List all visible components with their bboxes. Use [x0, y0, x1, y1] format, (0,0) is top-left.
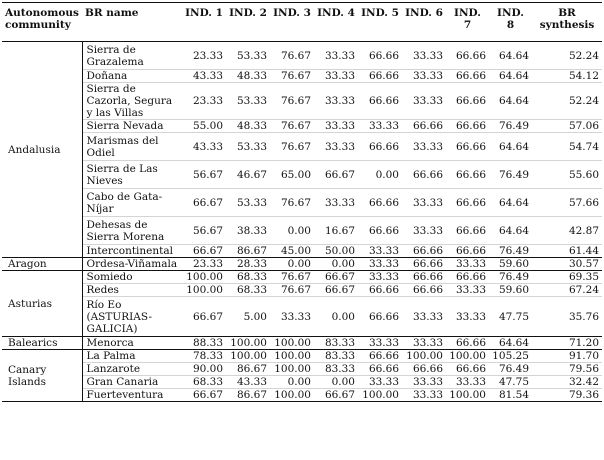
- indicator-cell: 33.33: [402, 42, 446, 70]
- indicator-cell: 76.67: [270, 189, 314, 217]
- synthesis-cell: 55.60: [532, 161, 602, 189]
- indicator-cell: 66.66: [358, 42, 402, 70]
- synthesis-cell: 57.66: [532, 189, 602, 217]
- indicator-cell: 0.00: [314, 376, 358, 389]
- indicator-cell: 66.66: [358, 363, 402, 376]
- synthesis-cell: 79.56: [532, 363, 602, 376]
- indicator-cell: 50.00: [314, 245, 358, 258]
- indicator-cell: 56.67: [182, 217, 226, 245]
- indicator-cell: 33.33: [402, 83, 446, 120]
- community-cell: Aragon: [2, 258, 82, 271]
- indicator-cell: 88.33: [182, 337, 226, 350]
- indicator-cell: 64.64: [489, 42, 532, 70]
- table-row: [2, 350, 602, 363]
- indicator-cell: 83.33: [314, 350, 358, 363]
- indicator-cell: 68.33: [226, 284, 270, 297]
- community-cell: Balearics: [2, 337, 82, 350]
- table-row: [2, 120, 602, 133]
- table-row: [2, 70, 602, 83]
- br-name-cell: Sierra de Las Nieves: [82, 161, 182, 189]
- synthesis-cell: 71.20: [532, 337, 602, 350]
- indicator-cell: 33.33: [314, 83, 358, 120]
- table-row: [2, 161, 602, 189]
- indicator-cell: 76.67: [270, 42, 314, 70]
- table-row: [2, 217, 602, 245]
- synthesis-cell: 32.42: [532, 376, 602, 389]
- indicator-cell: 48.33: [226, 120, 270, 133]
- indicator-cell: 16.67: [314, 217, 358, 245]
- indicator-cell: 66.66: [446, 217, 489, 245]
- br-name-cell: Cabo de Gata-Níjar: [82, 189, 182, 217]
- br-name-cell: La Palma: [82, 350, 182, 363]
- indicator-cell: 43.33: [182, 70, 226, 83]
- indicator-cell: 53.33: [226, 83, 270, 120]
- indicator-cell: 66.66: [402, 271, 446, 284]
- indicator-cell: 45.00: [270, 245, 314, 258]
- indicator-cell: 100.00: [226, 337, 270, 350]
- indicator-cell: 90.00: [182, 363, 226, 376]
- indicator-cell: 64.64: [489, 83, 532, 120]
- indicator-cell: 76.49: [489, 245, 532, 258]
- indicator-cell: 47.75: [489, 376, 532, 389]
- indicator-cell: 53.33: [226, 189, 270, 217]
- table-row: [2, 189, 602, 217]
- indicator-cell: 86.67: [226, 245, 270, 258]
- indicator-cell: 59.60: [489, 284, 532, 297]
- br-name-cell: Sierra Nevada: [82, 120, 182, 133]
- indicator-cell: 0.00: [314, 297, 358, 337]
- indicator-cell: 33.33: [314, 70, 358, 83]
- indicator-cell: 66.66: [358, 189, 402, 217]
- indicator-cell: 76.49: [489, 363, 532, 376]
- indicator-cell: 33.33: [402, 189, 446, 217]
- indicator-cell: 66.66: [446, 133, 489, 161]
- br-name-cell: Fuerteventura: [82, 389, 182, 402]
- header-ind6: IND. 6: [402, 3, 446, 42]
- indicator-cell: 5.00: [226, 297, 270, 337]
- indicator-cell: 66.66: [446, 83, 489, 120]
- indicator-cell: 33.33: [358, 376, 402, 389]
- br-name-cell: Sierra de Grazalema: [82, 42, 182, 70]
- synthesis-cell: 54.74: [532, 133, 602, 161]
- table-body: [2, 42, 602, 402]
- community-cell: Canary Islands: [2, 350, 82, 402]
- table-row: [2, 245, 602, 258]
- indicator-cell: 66.66: [446, 245, 489, 258]
- indicator-cell: 76.49: [489, 271, 532, 284]
- synthesis-cell: 91.70: [532, 350, 602, 363]
- indicator-cell: 100.00: [226, 350, 270, 363]
- indicator-cell: 66.66: [446, 363, 489, 376]
- indicator-cell: 33.33: [358, 120, 402, 133]
- indicator-cell: 47.75: [489, 297, 532, 337]
- indicator-cell: 64.64: [489, 133, 532, 161]
- indicator-cell: 0.00: [270, 217, 314, 245]
- indicator-cell: 23.33: [182, 42, 226, 70]
- indicator-cell: 48.33: [226, 70, 270, 83]
- indicator-cell: 33.33: [446, 258, 489, 271]
- table-row: [2, 42, 602, 70]
- synthesis-cell: 61.44: [532, 245, 602, 258]
- br-name-cell: Doñana: [82, 70, 182, 83]
- indicator-cell: 0.00: [314, 258, 358, 271]
- indicator-cell: 64.64: [489, 337, 532, 350]
- indicator-cell: 66.66: [358, 217, 402, 245]
- indicator-cell: 66.67: [182, 189, 226, 217]
- br-name-cell: Dehesas de Sierra Morena: [82, 217, 182, 245]
- synthesis-cell: 54.12: [532, 70, 602, 83]
- indicator-cell: 100.00: [446, 350, 489, 363]
- indicator-cell: 33.33: [402, 337, 446, 350]
- br-name-cell: Somiedo: [82, 271, 182, 284]
- indicator-cell: 43.33: [226, 376, 270, 389]
- indicator-cell: 76.67: [270, 83, 314, 120]
- indicator-cell: 33.33: [402, 217, 446, 245]
- indicator-cell: 59.60: [489, 258, 532, 271]
- indicator-cell: 64.64: [489, 70, 532, 83]
- indicator-cell: 66.66: [358, 350, 402, 363]
- indicator-cell: 64.64: [489, 189, 532, 217]
- indicator-cell: 33.33: [358, 271, 402, 284]
- indicator-cell: 66.66: [358, 83, 402, 120]
- synthesis-cell: 57.06: [532, 120, 602, 133]
- indicator-cell: 64.64: [489, 217, 532, 245]
- header-ind7: IND. 7: [446, 3, 489, 42]
- indicator-cell: 100.00: [270, 350, 314, 363]
- indicator-cell: 76.67: [270, 133, 314, 161]
- indicator-cell: 53.33: [226, 133, 270, 161]
- indicator-cell: 56.67: [182, 161, 226, 189]
- synthesis-cell: 52.24: [532, 83, 602, 120]
- synthesis-cell: 35.76: [532, 297, 602, 337]
- indicator-cell: 66.66: [358, 284, 402, 297]
- header-ind5: IND. 5: [358, 3, 402, 42]
- br-name-cell: Redes: [82, 284, 182, 297]
- indicator-cell: 76.67: [270, 271, 314, 284]
- indicator-cell: 100.00: [358, 389, 402, 402]
- br-name-cell: Ordesa-Viñamala: [82, 258, 182, 271]
- indicator-cell: 76.49: [489, 120, 532, 133]
- indicator-cell: 66.66: [402, 284, 446, 297]
- indicator-cell: 66.66: [402, 161, 446, 189]
- indicator-cell: 66.67: [314, 161, 358, 189]
- synthesis-cell: 69.35: [532, 271, 602, 284]
- header-br-name: BR name: [82, 3, 182, 42]
- indicator-cell: 66.66: [446, 120, 489, 133]
- community-cell: Asturias: [2, 271, 82, 337]
- indicator-cell: 33.33: [358, 245, 402, 258]
- indicator-cell: 100.00: [270, 363, 314, 376]
- indicator-cell: 55.00: [182, 120, 226, 133]
- header-ind2: IND. 2: [226, 3, 270, 42]
- header-ind1: IND. 1: [182, 3, 226, 42]
- indicator-cell: 33.33: [314, 120, 358, 133]
- indicator-cell: 100.00: [270, 389, 314, 402]
- synthesis-cell: 67.24: [532, 284, 602, 297]
- indicator-cell: 81.54: [489, 389, 532, 402]
- indicator-cell: 43.33: [182, 133, 226, 161]
- table-row: [2, 389, 602, 402]
- indicator-cell: 23.33: [182, 83, 226, 120]
- indicator-cell: 66.66: [402, 120, 446, 133]
- table-row: [2, 271, 602, 284]
- indicator-cell: 76.49: [489, 161, 532, 189]
- indicator-cell: 66.66: [446, 70, 489, 83]
- indicator-cell: 0.00: [270, 258, 314, 271]
- indicator-cell: 33.33: [402, 70, 446, 83]
- header-synthesis: BR synthesis: [532, 3, 602, 42]
- br-name-cell: Menorca: [82, 337, 182, 350]
- indicator-cell: 78.33: [182, 350, 226, 363]
- indicator-cell: 68.33: [182, 376, 226, 389]
- table-row: [2, 258, 602, 271]
- indicator-cell: 66.66: [446, 189, 489, 217]
- table-row: [2, 337, 602, 350]
- indicator-cell: 76.67: [270, 70, 314, 83]
- table-row: [2, 284, 602, 297]
- indicator-cell: 33.33: [402, 389, 446, 402]
- br-name-cell: Río Eo (ASTURIAS-GALICIA): [82, 297, 182, 337]
- indicator-cell: 100.00: [182, 284, 226, 297]
- indicator-cell: 33.33: [446, 376, 489, 389]
- indicator-cell: 33.33: [314, 189, 358, 217]
- indicator-cell: 105.25: [489, 350, 532, 363]
- synthesis-cell: 42.87: [532, 217, 602, 245]
- header-row: [2, 3, 602, 42]
- indicator-cell: 0.00: [358, 161, 402, 189]
- table-row: [2, 376, 602, 389]
- indicator-cell: 86.67: [226, 363, 270, 376]
- header-ind4: IND. 4: [314, 3, 358, 42]
- indicator-cell: 66.67: [314, 284, 358, 297]
- synthesis-cell: 52.24: [532, 42, 602, 70]
- br-name-cell: Intercontinental: [82, 245, 182, 258]
- br-name-cell: Gran Canaria: [82, 376, 182, 389]
- community-cell: Andalusia: [2, 42, 82, 258]
- indicator-cell: 66.66: [358, 297, 402, 337]
- indicator-cell: 76.67: [270, 284, 314, 297]
- biosphere-reserve-table: [2, 2, 602, 402]
- indicator-cell: 66.66: [402, 363, 446, 376]
- table-header: [2, 3, 602, 42]
- br-name-cell: Sierra de Cazorla, Segura y las Villas: [82, 83, 182, 120]
- indicator-cell: 33.33: [270, 297, 314, 337]
- indicator-cell: 100.00: [446, 389, 489, 402]
- indicator-cell: 33.33: [402, 133, 446, 161]
- synthesis-cell: 30.57: [532, 258, 602, 271]
- indicator-cell: 33.33: [314, 133, 358, 161]
- indicator-cell: 33.33: [446, 297, 489, 337]
- header-ind3: IND. 3: [270, 3, 314, 42]
- indicator-cell: 66.66: [446, 42, 489, 70]
- indicator-cell: 33.33: [358, 258, 402, 271]
- indicator-cell: 66.66: [446, 337, 489, 350]
- table-row: [2, 363, 602, 376]
- indicator-cell: 53.33: [226, 42, 270, 70]
- indicator-cell: 100.00: [182, 271, 226, 284]
- indicator-cell: 33.33: [446, 284, 489, 297]
- indicator-cell: 66.67: [182, 297, 226, 337]
- indicator-cell: 66.67: [314, 389, 358, 402]
- table-row: [2, 297, 602, 337]
- indicator-cell: 76.67: [270, 120, 314, 133]
- indicator-cell: 100.00: [402, 350, 446, 363]
- indicator-cell: 66.66: [446, 271, 489, 284]
- indicator-cell: 68.33: [226, 271, 270, 284]
- br-name-cell: Marismas del Odiel: [82, 133, 182, 161]
- table-row: [2, 133, 602, 161]
- indicator-cell: 65.00: [270, 161, 314, 189]
- synthesis-cell: 79.36: [532, 389, 602, 402]
- indicator-cell: 66.67: [314, 271, 358, 284]
- indicator-cell: 83.33: [314, 363, 358, 376]
- indicator-cell: 66.66: [446, 161, 489, 189]
- indicator-cell: 38.33: [226, 217, 270, 245]
- indicator-cell: 66.67: [182, 245, 226, 258]
- indicator-cell: 83.33: [314, 337, 358, 350]
- indicator-cell: 100.00: [270, 337, 314, 350]
- indicator-cell: 28.33: [226, 258, 270, 271]
- header-ind8: IND. 8: [489, 3, 532, 42]
- indicator-cell: 66.67: [182, 389, 226, 402]
- indicator-cell: 66.66: [402, 258, 446, 271]
- indicator-cell: 33.33: [402, 376, 446, 389]
- indicator-cell: 66.66: [402, 245, 446, 258]
- table-row: [2, 83, 602, 120]
- br-name-cell: Lanzarote: [82, 363, 182, 376]
- indicator-cell: 66.66: [358, 133, 402, 161]
- indicator-cell: 33.33: [358, 337, 402, 350]
- indicator-cell: 33.33: [402, 297, 446, 337]
- indicator-cell: 0.00: [270, 376, 314, 389]
- indicator-cell: 46.67: [226, 161, 270, 189]
- indicator-cell: 66.66: [358, 70, 402, 83]
- indicator-cell: 23.33: [182, 258, 226, 271]
- indicator-cell: 86.67: [226, 389, 270, 402]
- header-community: Autonomous community: [2, 3, 82, 42]
- indicator-cell: 33.33: [314, 42, 358, 70]
